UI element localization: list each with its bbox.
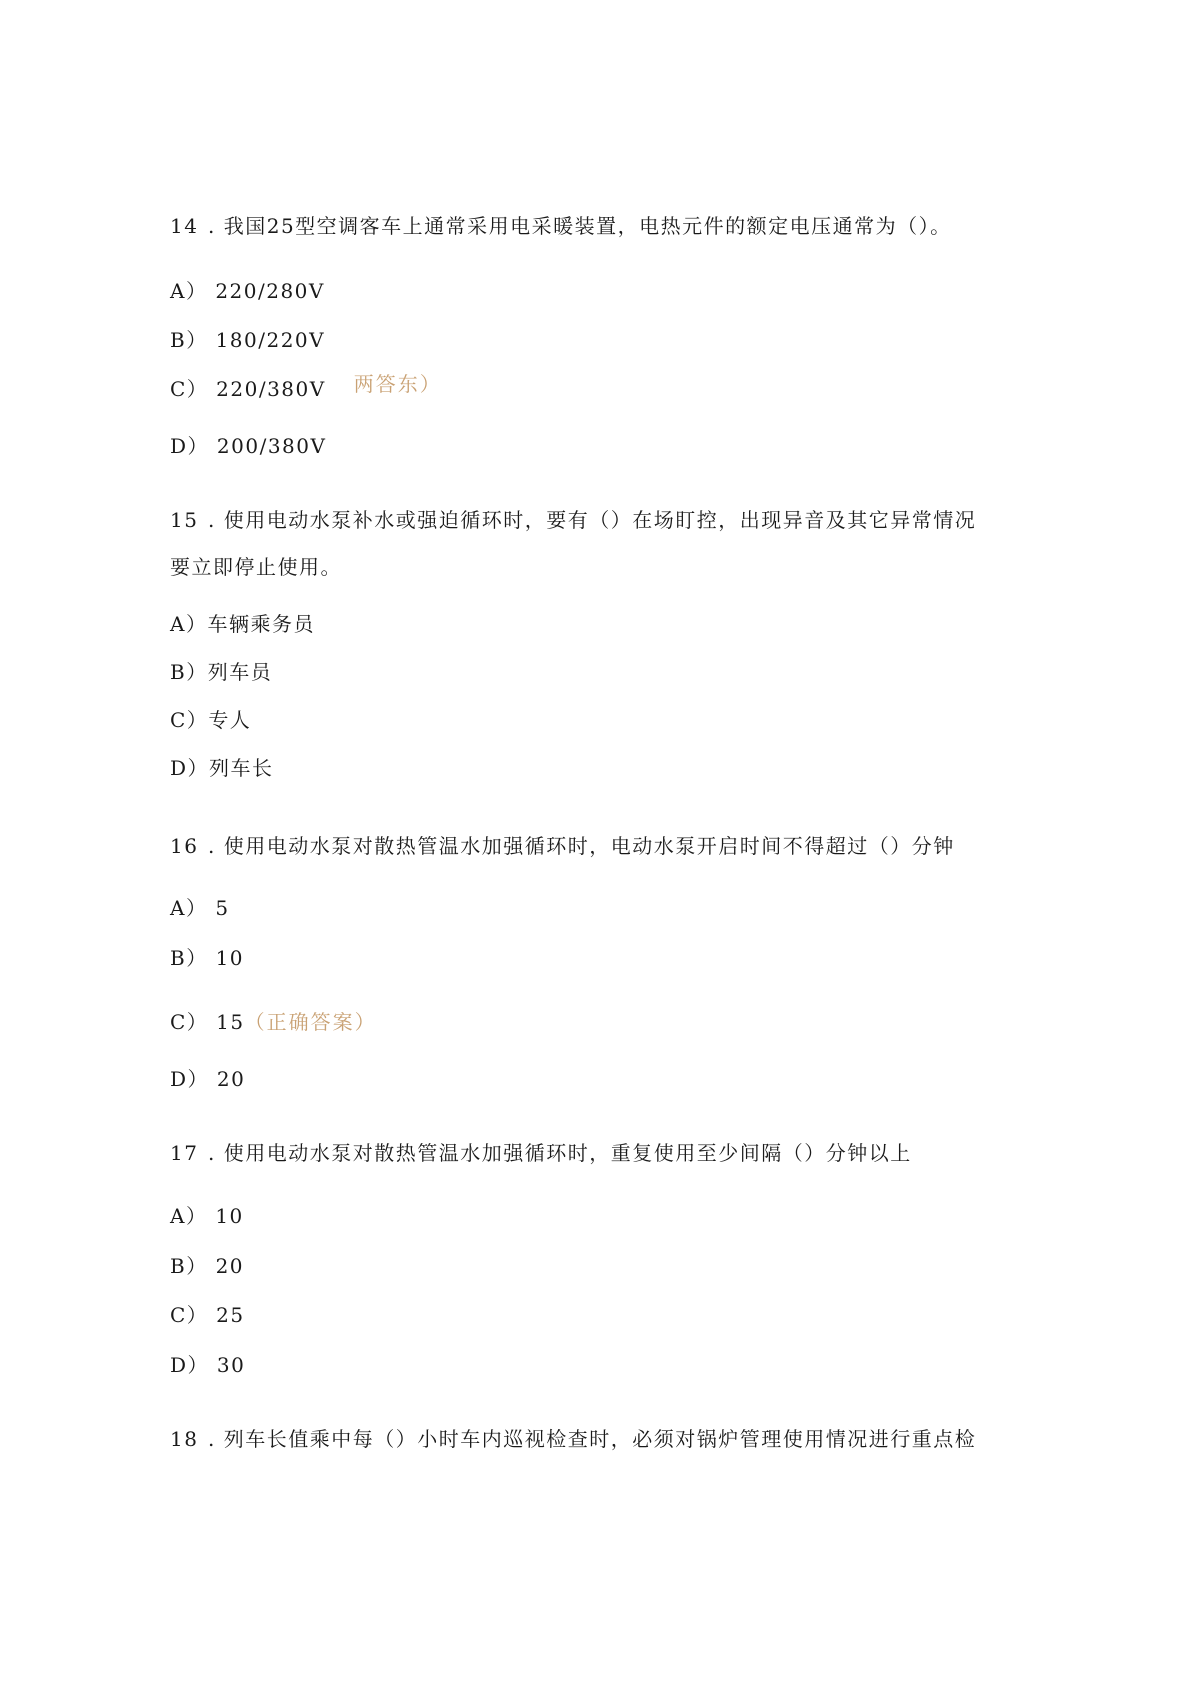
option-letter: D） [170,756,210,780]
question-16-option-b [170,946,244,970]
question-text: . 列车长值乘中每（）小时车内巡视检查时，必须对锅炉管理使用情况进行重点检 [208,1427,977,1451]
option-text: 10 [215,946,245,970]
question-17-option-d [170,1353,245,1377]
question-number: 16 [170,834,199,858]
question-text: . 使用电动水泵补水或强迫循环时，要有（）在场盯控，出现异音及其它异常情况 [208,508,977,532]
option-text: 30 [216,1353,246,1377]
question-15-option-b [170,660,272,684]
option-letter: C） [170,1303,209,1327]
option-letter: B） [170,328,208,352]
question-text: . 使用电动水泵对散热管温水加强循环时，电动水泵开启时间不得超过（）分钟 [208,834,955,858]
question-14-option-b [170,328,325,352]
option-letter: D） [170,1353,210,1377]
option-text: 25 [216,1303,245,1327]
question-15-option-d [170,756,274,780]
option-letter: C） [170,377,209,401]
question-16-option-d [170,1067,245,1091]
question-number: 18 [170,1427,199,1451]
question-text: 要立即停止使用。 [170,555,342,579]
option-text: 220/280V [215,279,325,303]
question-16-stem [170,834,955,858]
question-15-stem-continued [170,555,342,579]
question-16-option-c [170,1010,377,1034]
option-letter: A） [170,896,208,920]
option-text: 5 [215,896,230,920]
question-18-stem [170,1427,976,1451]
option-text: 15 [216,1010,245,1034]
option-letter: C） [170,708,209,732]
option-letter: B） [170,1254,208,1278]
question-15-stem [170,508,976,532]
option-text: 列车员 [207,660,273,684]
question-16-option-a [170,896,230,920]
question-text: . 使用电动水泵对散热管温水加强循环时，重复使用至少间隔（）分钟以上 [208,1141,912,1165]
question-number: 15 [170,508,199,532]
question-number: 17 [170,1141,199,1165]
question-14-option-c [170,372,442,401]
question-17-option-a [170,1204,244,1228]
option-text: 220/380V [216,377,326,401]
option-text: 专人 [208,708,252,732]
option-letter: C） [170,1010,209,1034]
option-text: 10 [215,1204,244,1228]
question-15-option-a [170,612,315,636]
option-letter: B） [170,946,208,970]
question-15-option-c [170,708,251,732]
question-14-stem [170,214,952,238]
answer-annotation: 两答东） [353,372,442,396]
option-letter: D） [170,434,210,458]
option-text: 20 [216,1067,246,1091]
option-letter: A） [170,279,208,303]
question-text: . 我国25型空调客车上通常采用电采暖装置，电热元件的额定电压通常为（）。 [208,214,952,238]
answer-annotation: （正确答案） [244,1010,377,1034]
option-letter: D） [170,1067,210,1091]
option-text: 列车长 [209,756,274,780]
option-text: 180/220V [215,328,326,352]
option-letter: A） [170,612,208,636]
question-14-option-a [170,279,325,303]
option-letter: B） [170,660,208,684]
option-text: 20 [215,1254,245,1278]
option-text: 200/380V [216,434,327,458]
option-text: 车辆乘务员 [207,612,315,636]
question-14-option-d [170,434,326,458]
option-letter: A） [170,1204,208,1228]
question-17-stem [170,1141,912,1165]
question-17-option-c [170,1303,245,1327]
question-number: 14 [170,214,199,238]
question-17-option-b [170,1254,244,1278]
